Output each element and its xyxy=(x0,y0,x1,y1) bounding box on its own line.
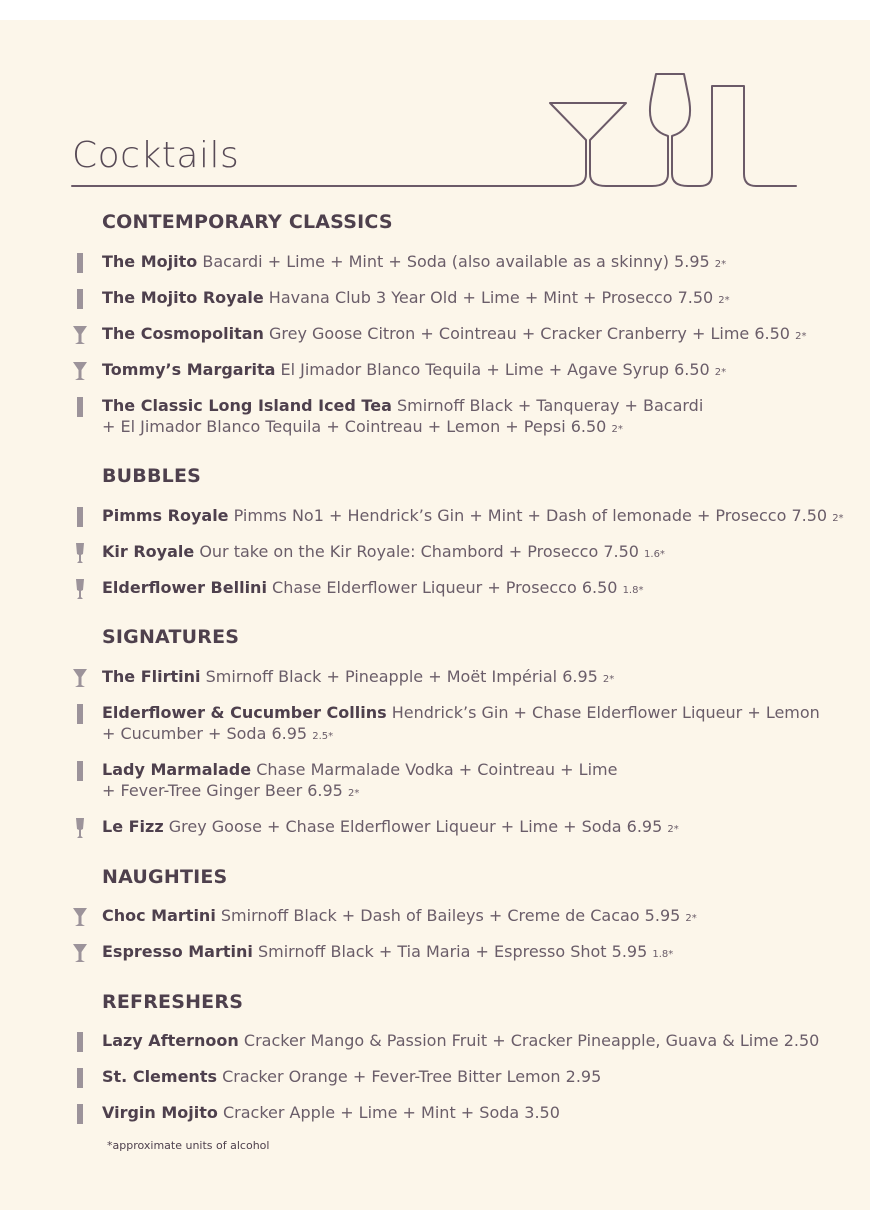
martini-glass-icon xyxy=(72,667,88,689)
menu-item xyxy=(102,323,847,347)
highball-glass-icon xyxy=(72,506,88,528)
item-name: The Mojito Royale xyxy=(102,288,264,307)
menu-item xyxy=(102,816,847,840)
highball-glass-icon xyxy=(72,288,88,310)
section-heading: BUBBLES xyxy=(102,465,202,487)
alcohol-units: 2* xyxy=(667,824,679,835)
menu-item xyxy=(102,541,847,565)
item-name: Choc Martini xyxy=(102,906,216,925)
menu-item xyxy=(102,287,847,311)
item-name: Elderflower & Cucumber Collins xyxy=(102,703,387,722)
menu-item xyxy=(102,702,847,747)
flute-glass-icon xyxy=(72,578,88,600)
menu-item xyxy=(102,505,847,529)
menu-item xyxy=(102,359,847,383)
item-name: The Mojito xyxy=(102,252,198,271)
item-description: Cracker Mango & Passion Fruit + Cracker Pineapple, Guava & Lime 2.50 xyxy=(243,1031,820,1050)
item-description-continued: + El Jimador Blanco Tequila + Cointreau + Lemon + Pepsi 6.50 xyxy=(102,417,607,436)
alcohol-units: 2* xyxy=(718,295,730,306)
menu-item xyxy=(102,666,847,690)
flute-glass-icon xyxy=(72,817,88,839)
item-description: Pimms No1 + Hendrick’s Gin + Mint + Dash of lemonade + Prosecco 7.50 xyxy=(233,506,828,525)
alcohol-units: 2* xyxy=(602,674,615,685)
item-description: Smirnoff Black + Tanqueray + Bacardi xyxy=(396,396,704,415)
highball-glass-icon xyxy=(72,1067,88,1089)
item-name: Pimms Royale xyxy=(102,506,229,525)
menu-item xyxy=(102,1030,847,1051)
menu-item xyxy=(102,759,847,804)
item-name: Lady Marmalade xyxy=(102,760,252,779)
item-name: The Cosmopolitan xyxy=(102,324,264,343)
section-heading: CONTEMPORARY CLASSICS xyxy=(102,211,393,233)
martini-glass-icon xyxy=(72,942,88,964)
item-name: The Classic Long Island Iced Tea xyxy=(102,396,392,415)
item-name: Lazy Afternoon xyxy=(102,1031,239,1050)
highball-glass-icon xyxy=(72,396,88,418)
menu-item xyxy=(102,1102,847,1123)
alcohol-units: 1.8* xyxy=(652,949,674,960)
item-name: Le Fizz xyxy=(102,817,164,836)
highball-glass-icon xyxy=(72,1031,88,1053)
martini-glass-icon xyxy=(72,906,88,928)
section-heading: SIGNATURES xyxy=(102,626,240,648)
item-description: Hendrick’s Gin + Chase Elderflower Liqueur + Lemon xyxy=(391,703,820,722)
item-description: Smirnoff Black + Dash of Baileys + Creme de Cacao 5.95 xyxy=(220,906,681,925)
item-name: Virgin Mojito xyxy=(102,1103,218,1122)
alcohol-units: 2.5* xyxy=(312,731,334,742)
alcohol-units: 1.6* xyxy=(644,549,665,560)
item-description: Bacardi + Lime + Mint + Soda (also available as a skinny) 5.95 xyxy=(202,252,710,271)
menu-item xyxy=(102,251,847,275)
item-name: St. Clements xyxy=(102,1067,217,1086)
alcohol-units: 2* xyxy=(347,788,360,799)
item-description: Our take on the Kir Royale: Chambord + Prosecco 7.50 xyxy=(199,542,639,561)
item-description: El Jimador Blanco Tequila + Lime + Agave Syrup 6.50 xyxy=(280,360,710,379)
menu-item xyxy=(102,395,847,440)
alcohol-units: 1.8* xyxy=(622,585,644,596)
item-description: Havana Club 3 Year Old + Lime + Mint + Prosecco 7.50 xyxy=(268,288,714,307)
footnote: *approximate units of alcohol xyxy=(107,1139,270,1152)
highball-glass-icon xyxy=(72,703,88,725)
item-description: Smirnoff Black + Tia Maria + Espresso Shot 5.95 xyxy=(257,942,648,961)
highball-glass-icon xyxy=(72,252,88,274)
item-description: Chase Marmalade Vodka + Cointreau + Lime xyxy=(256,760,618,779)
flute-glass-icon xyxy=(72,542,88,564)
item-description: Smirnoff Black + Pineapple + Moët Impérial 6.95 xyxy=(205,667,598,686)
item-description: Cracker Orange + Fever-Tree Bitter Lemon 2.95 xyxy=(222,1067,602,1086)
item-name: Espresso Martini xyxy=(102,942,253,961)
martini-glass-icon xyxy=(72,324,88,346)
menu-item xyxy=(102,941,847,965)
martini-glass-icon xyxy=(72,360,88,382)
alcohol-units: 2* xyxy=(832,513,844,524)
alcohol-units: 2* xyxy=(611,424,623,435)
section-heading: NAUGHTIES xyxy=(102,866,228,888)
item-name: Tommy’s Margarita xyxy=(102,360,276,379)
menu-item xyxy=(102,905,847,929)
item-description: Grey Goose + Chase Elderflower Liqueur + Lime + Soda 6.95 xyxy=(168,817,663,836)
alcohol-units: 2* xyxy=(714,367,727,378)
item-description-continued: + Cucumber + Soda 6.95 xyxy=(102,724,308,743)
highball-glass-icon xyxy=(72,760,88,782)
item-name: Kir Royale xyxy=(102,542,195,561)
alcohol-units: 2* xyxy=(714,259,727,270)
page-title: Cocktails xyxy=(72,135,240,176)
menu-item xyxy=(102,577,847,601)
highball-glass-icon xyxy=(72,1103,88,1125)
item-description-continued: + Fever-Tree Ginger Beer 6.95 xyxy=(102,781,343,800)
section-heading: REFRESHERS xyxy=(102,991,244,1013)
alcohol-units: 2* xyxy=(685,913,697,924)
menu-item xyxy=(102,1066,847,1087)
alcohol-units: 2* xyxy=(795,331,807,342)
item-name: Elderflower Bellini xyxy=(102,578,267,597)
item-description: Grey Goose Citron + Cointreau + Cracker Cranberry + Lime 6.50 xyxy=(269,324,790,343)
item-description: Chase Elderflower Liqueur + Prosecco 6.50 xyxy=(272,578,618,597)
item-description: Cracker Apple + Lime + Mint + Soda 3.50 xyxy=(223,1103,560,1122)
item-name: The Flirtini xyxy=(102,667,201,686)
